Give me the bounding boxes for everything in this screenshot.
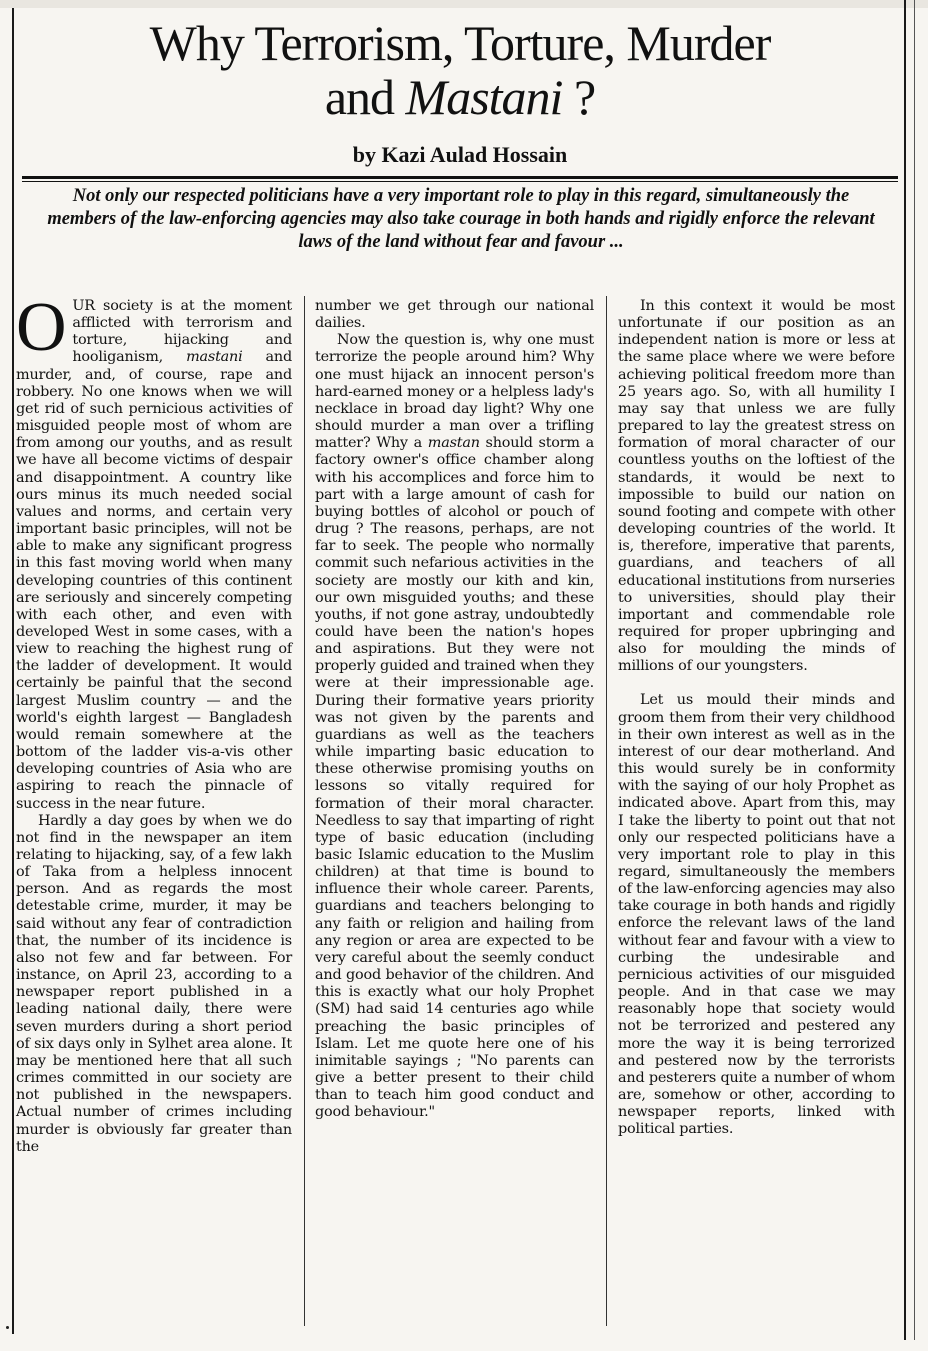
clipped-header-strip <box>0 0 928 8</box>
headline-line1: Why Terrorism, Torture, Murder <box>149 15 771 71</box>
column-rule-2 <box>606 296 607 1326</box>
headline-line2-post: ? <box>562 69 596 125</box>
paragraph: OUR society is at the moment afflicted with terrorism and torture, hijacking and hooliganism, mastani and murder, and, of course, rape and robbery. No one knows when we will get rid of such pernicious activities of misguided people most of whom are from among our youths, and as result we have all become victims of despair and disappointment. A country like ours minus its much needed social values and norms, and certain very important basic principles, will not be able to make any significant progress in this fast moving world when many developing countries of this continent are seriously and sincerely competing with each other, and even with developed West in some cases, with a view to reaching the highest rung of the ladder of development. It would certainly be painful that the second largest Muslim country — and the world's eighth largest — Bangladesh would remain somewhere at the bottom of the ladder vis-a-vis other developing countries of Asia who are aspiring to reach the pinnacle of success in the near future. <box>16 289 292 812</box>
headline-line2-italic: Mastani <box>405 69 563 125</box>
byline: by Kazi Aulad Hossain <box>352 142 568 167</box>
divider-thin <box>22 181 898 182</box>
column-2 <box>315 298 594 1122</box>
right-border-rule-thin <box>914 0 915 1340</box>
right-border-rule <box>904 0 906 1340</box>
column-3 <box>618 298 895 1139</box>
paragraph: In this context it would be most unfortunate if our position as an independent nation is more or less at the same place where we were before achieving political freedom more than 25 years ago. So, with all humility I may say that unless we are fully prepared to lay the greatest stress on formation of moral character of our countless youths on the loftiest of the standards, it would be next to impossible to build our nation on sound footing and compete with other developing countries of the world. It is, therefore, imperative that parents, guardians, and teachers of all educational institutions from nurseries to universities, should play their important and commendable role required for proper upbringing and also for moulding the minds of millions of our youngsters. <box>618 298 895 675</box>
margin-dot <box>6 1326 9 1329</box>
headline-line2-pre: and <box>324 69 406 125</box>
paragraph: Hardly a day goes by when we do not find in the newspaper an item relating to hijacking, say, of a few lakh of Taka from a helpless innocent person. And as regards the most detestable crime, murder, it may be said without any fear of contradiction that, the number of its incidence is also not few and far between. For instance, on April 23, according to a newspaper report published in a leading national daily, there were seven murders during a short period of six days only in Sylhet area alone. It may be mentioned here that all such crimes committed in our society are not published in the newspapers. Actual number of crimes including murder is obviously far greater than the <box>16 812 292 1155</box>
standfirst: Not only our respected politicians have a very important role to play in this regard, simultaneously the members of the law-enforcing agencies may also take courage in both hands and rigidly enforce the relevant laws of the land without fear and favour ... <box>47 186 875 252</box>
headline <box>20 16 900 124</box>
paragraph: Let us mould their minds and groom them from their very childhood in their own interest as well as in the interest of our dear motherland. And this would surely be in conformity with the saying of our holy Prophet as indicated above. Apart from this, may I take the liberty to point out that not only our respected politicians have a very important role to play in this regard, simultaneously the members of the law-enforcing agencies may also take courage in both hands and rigidly enforce the relevant laws of the land without fear and favour with a view to curbing the undesirable and pernicious activities of our misguided people. And in that case we may reasonably hope that society would not be terrorized and pestered any more the way it is being terrorized and pestered now by the terrorists and pesterers quite a number of whom are, somehow or other, according to newspaper reports, linked with political parties. <box>618 692 896 1138</box>
column-1 <box>16 289 292 1156</box>
drop-cap: O <box>16 289 67 366</box>
left-border-rule <box>12 8 14 1334</box>
column-rule-1 <box>304 296 305 1326</box>
paragraph: number we get through our national dailies. <box>315 298 594 332</box>
paragraph: Now the question is, why one must terrorize the people around him? Why one must hijack an innocent person's hard-earned money or a helpless lady's necklace in broad day light? Why one should murder a man over a trifling matter? Why a mastan should storm a factory owner's office chamber along with his accomplices and force him to part with a large amount of cash for buying bottles of alcohol or pouch of drug ? The reasons, perhaps, are not far to seek. The people who normally commit such nefarious activities in the society are mostly our kith and kin, our own misguided youths; and these youths, if not gone astray, undoubtedly could have been the nation's hopes and aspirations. But they were not properly guided and trained when they were at their impressionable age. During their formative years priority was not given by the parents and guardians as well as the teachers while imparting basic education to these otherwise promising youths on lessons so vitally required for formation of their moral character. Needless to say that imparting of right type of basic education (including basic Islamic education to the Muslim children) at that time is bound to influence their whole career. Parents, guardians and teachers belonging to any faith or religion and hailing from any region or area are expected to be very careful about the seemly conduct and good behavior of the children. And this is exactly what our holy Prophet (SM) had said 14 centuries ago while preaching the basic principles of Islam. Let me quote here one of his inimitable sayings ; "No parents can give a better present to their child than to teach him good conduct and good behaviour." <box>315 332 594 1121</box>
divider-thick <box>22 176 898 179</box>
